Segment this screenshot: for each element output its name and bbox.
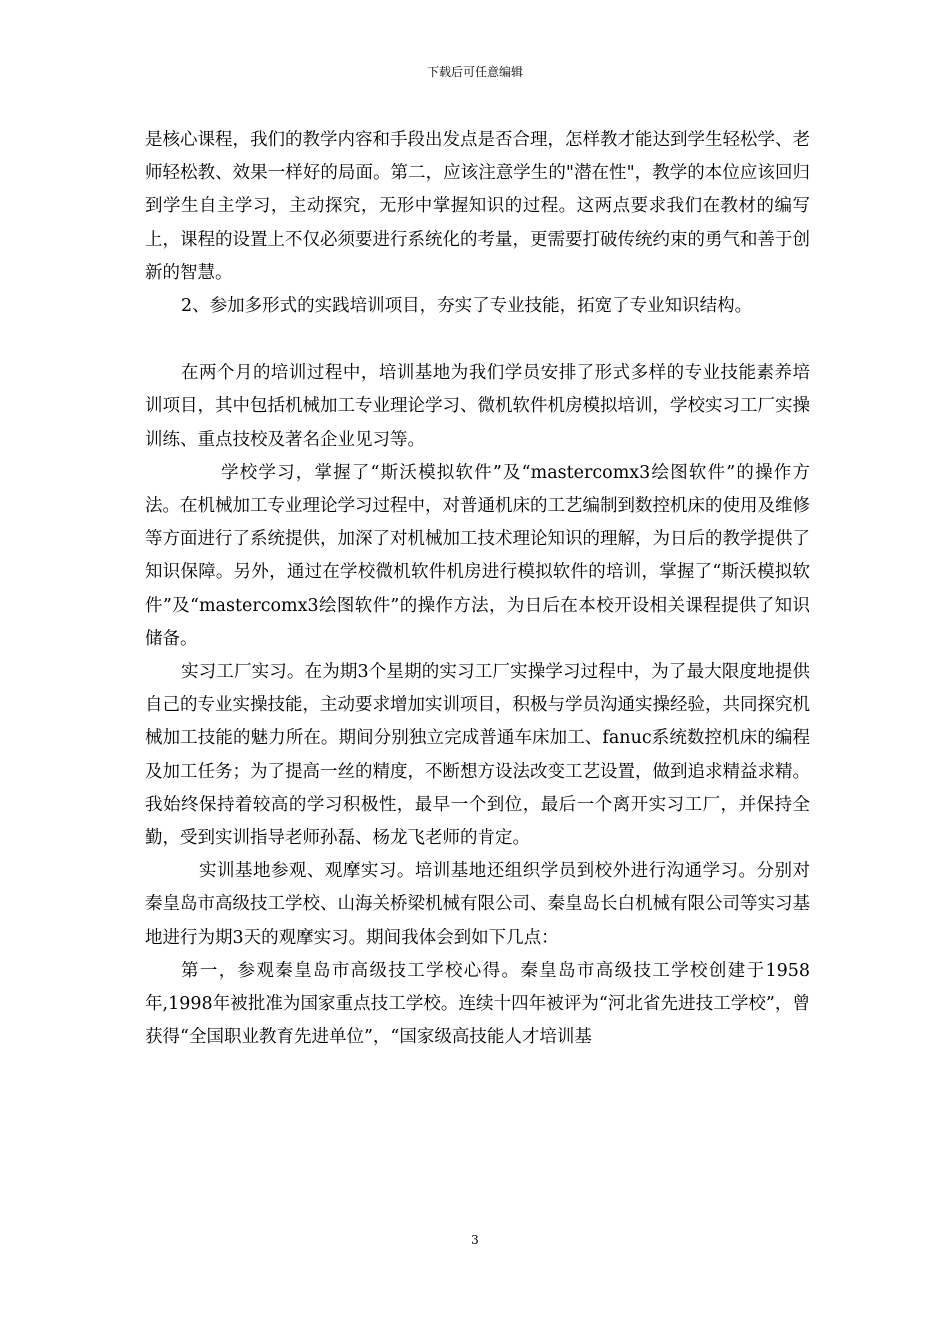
page-header: 下载后可任意编辑 [426, 65, 523, 79]
paragraph-training-overview: 在两个月的培训过程中，培训基地为我们学员安排了形式多样的专业技能素养培训项目，其中包括机械加工专业理论学习、微机软件机房模拟培训，学校实习工厂实操训练、重点技校及著名企业见习等。 [145, 363, 810, 450]
paragraph-first-visit: 第一，参观秦皇岛市高级技工学校心得。秦皇岛市高级技工学校创建于1958年,1998年被批准为国家重点技工学校。连续十四年被评为“河北省先进技工学校”，曾获得“全国职业教育先进单位”，“国家级高技能人才培训基 [145, 960, 810, 1048]
paragraph-school-study: 学校学习，掌握了“斯沃模拟软件”及“mastercomx3绘图软件”的操作方法。在机械加工专业理论学习过程中，对普通机床的工艺编制到数控机床的使用及维修等方面进行了系统提供，加深了对机械加工技术理论知识的理解，为日后的教学提供了知识保障。另外，通过在学校微机软件机房进行模拟软件的培训，掌握了“斯沃模拟软件”及“mastercomx3绘图软件”的操作方法，为日后在本校开设相关课程提供了知识储备。 [145, 462, 810, 649]
document-body [145, 124, 810, 1054]
paragraph-core-course: 是核心课程，我们的教学内容和手段出发点是否合理，怎样教才能达到学生轻松学、老师轻松教、效果一样好的局面。第二，应该注意学生的"潜在性"，教学的本位应该回归到学生自主学习，主动探究，无形中掌握知识的过程。这两点要求我们在教材的编写上，课程的设置上不仅必须要进行系统化的考量，更需要打破传统约束的勇气和善于创新的智慧。 [145, 130, 810, 283]
paragraph-base-visit: 实训基地参观、观摩实习。培训基地还组织学员到校外进行沟通学习。分别对秦皇岛市高级技工学校、山海关桥梁机械有限公司、秦皇岛长白机械有限公司等实习基地进行为期3天的观摩实习。期间我体会到如下几点： [145, 861, 810, 948]
page-number: 3 [471, 1233, 479, 1247]
paragraph-spacer [145, 323, 810, 357]
section-heading-practice-training: 2、参加多形式的实践培训项目，夯实了专业技能，拓宽了专业知识结构。 [181, 296, 753, 317]
paragraph-factory-practice: 实习工厂实习。在为期3个星期的实习工厂实操学习过程中，为了最大限度地提供自己的专业实操技能，主动要求增加实训项目，积极与学员沟通实操经验，共同探究机械加工技能的魅力所在。期间分别独立完成普通车床加工、fanuc系统数控机床的编程及加工任务；为了提高一丝的精度，不断想方设法改变工艺设置，做到追求精益求精。我始终保持着较高的学习积极性，最早一个到位，最后一个离开实习工厂，并保持全勤，受到实训指导老师孙磊、杨龙飞老师的肯定。 [145, 662, 810, 849]
